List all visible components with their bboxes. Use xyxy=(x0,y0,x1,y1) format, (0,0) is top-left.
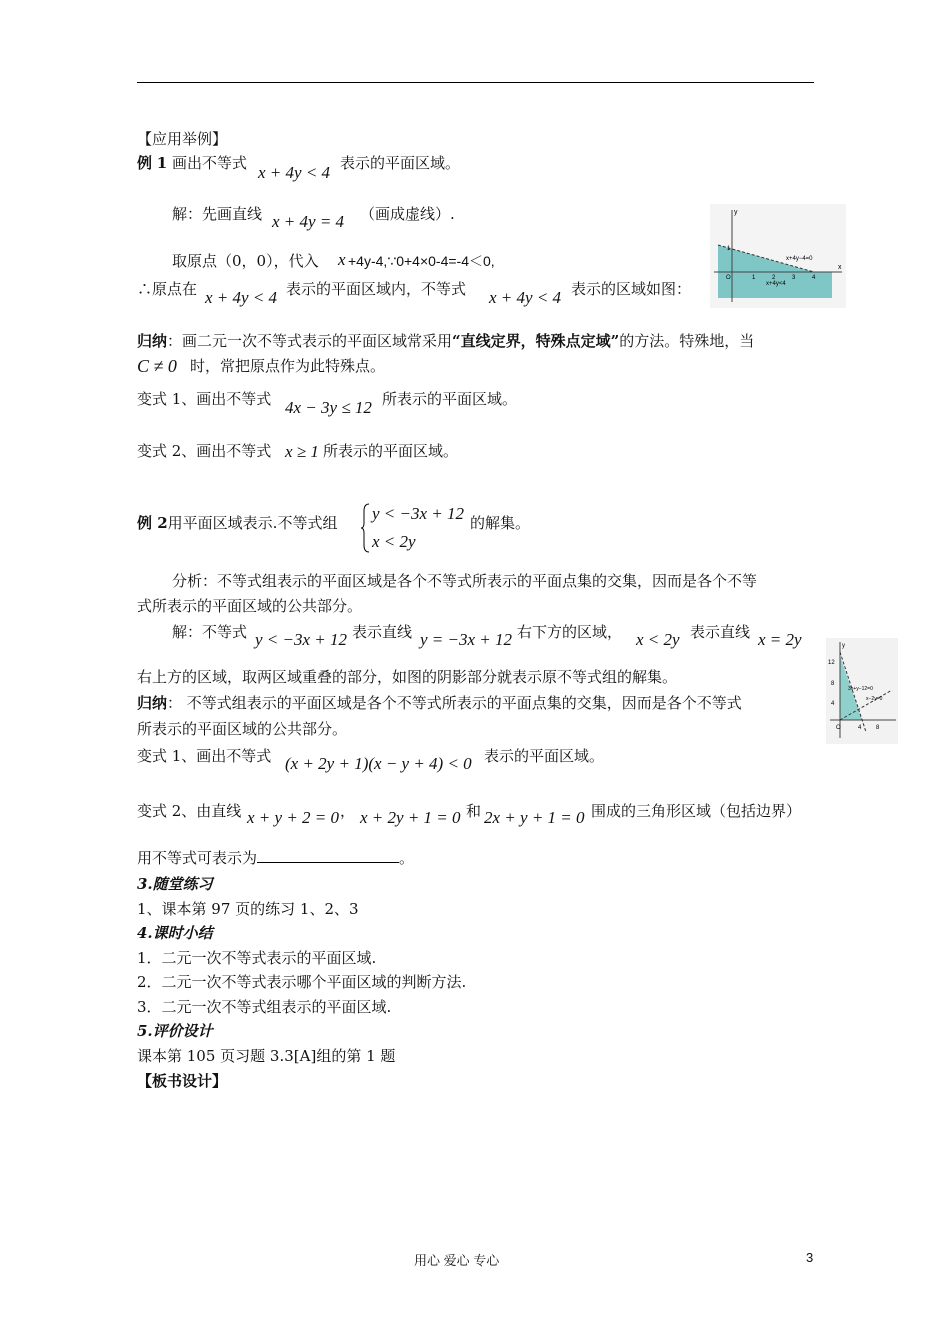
board-design-title: 【板书设计】 xyxy=(137,1072,228,1090)
section-heading: 【应用举例】 xyxy=(137,130,228,148)
example1-x-label: x xyxy=(838,264,842,271)
variation2-lead: 变式 2、画出不等式 xyxy=(137,442,272,460)
therefore-mid: 表示的平面区域内，不等式 xyxy=(286,280,467,298)
origin-x: x xyxy=(338,250,346,269)
summary2-line1 xyxy=(137,692,742,713)
solution1-lead: 解：先画直线 xyxy=(172,205,263,223)
example2-line1-label: 3x+y−12=0 xyxy=(848,686,873,692)
variation2-tail: 所表示的平面区域。 xyxy=(323,442,459,460)
answer-blank[interactable] xyxy=(257,848,399,863)
analysis-line2: 式所表示的平面区域的公共部分。 xyxy=(137,597,363,615)
origin-text: 取原点（0，0），代入 xyxy=(172,252,319,270)
example1-region-label: x+4y<4 xyxy=(766,281,786,287)
footer-motto: 用心 爱心 专心 xyxy=(414,1253,500,1268)
solution2-inequality-1: y < −3x + 12 xyxy=(255,630,348,649)
variation4-comma: ， xyxy=(340,802,356,820)
example1-tick-x2: 2 xyxy=(772,275,776,281)
summary2-label: 归纳 xyxy=(137,694,168,712)
variation1-tail: 所表示的平面区域。 xyxy=(382,390,518,408)
variation4-line-2: x + 2y + 1 = 0 xyxy=(360,808,461,827)
solution2-d: 表示直线 xyxy=(690,623,751,641)
summary1-condition: C ≠ 0 xyxy=(137,356,177,376)
summary1-text2: 的方法。特殊地，当 xyxy=(619,332,755,350)
therefore-tail: 表示的区域如图： xyxy=(571,280,692,298)
section4-item-1: 1．二元一次不等式表示的平面区域. xyxy=(137,949,377,967)
example2-tick-y12: 12 xyxy=(828,660,835,666)
example2-tick-y8: 8 xyxy=(831,681,835,687)
example1-y-label: y xyxy=(734,209,738,216)
example2-line2-label: x−2y=0 xyxy=(866,696,883,702)
therefore-lead: ∴原点在 xyxy=(137,280,198,298)
example1-tick-y1: 1 xyxy=(727,246,731,252)
variation4-line-3: 2x + y + 1 = 0 xyxy=(484,808,585,827)
example1-tick-x1: 1 xyxy=(752,275,756,281)
system-inequality-2: x < 2y xyxy=(372,532,416,551)
example2-lead: 用平面区域表示.不等式组 xyxy=(167,514,338,532)
summary1-label: 归纳 xyxy=(137,332,168,350)
solution2-b: 表示直线 xyxy=(352,623,413,641)
example1-label: 例 xyxy=(137,154,153,172)
example2-line xyxy=(137,512,337,533)
example2-tick-x8: 8 xyxy=(876,725,880,731)
summary2-line2: 所表示的平面区域的公共部分。 xyxy=(137,720,348,738)
summary1-line1 xyxy=(137,330,754,351)
variation3-tail: 表示的平面区域。 xyxy=(484,747,605,765)
solution2-c: 右下方的区域， xyxy=(517,623,623,641)
analysis-line1: 分析：不等式组表示的平面区域是各个不等式所表示的平面点集的交集，因而是各个不等 xyxy=(172,572,758,590)
therefore-inequality-2: x + 4y < 4 xyxy=(489,288,562,307)
example1-tick-x3: 3 xyxy=(792,275,796,281)
example2-figure xyxy=(826,638,898,744)
solution2-line-1: y = −3x + 12 xyxy=(420,630,513,649)
example1-lead: 画出不等式 xyxy=(172,154,248,172)
origin-calc: +4y-4,∵0+4×0-4=-4＜0, xyxy=(348,253,495,269)
system-brace xyxy=(360,503,370,553)
example2-tick-x4: 4 xyxy=(858,725,862,731)
summary1-text1: ：画二元一次不等式表示的平面区域常采用 xyxy=(167,332,453,350)
example2-label: 例 2 xyxy=(137,514,168,532)
example2-tick-origin: O xyxy=(836,725,841,731)
example2-tick-y4: 4 xyxy=(831,701,835,707)
variation3-lead: 变式 1、画出不等式 xyxy=(137,747,272,765)
variation4-end: 。 xyxy=(399,849,415,867)
summary1-text3: 时，常把原点作为此特殊点。 xyxy=(190,357,386,375)
variation1-inequality: 4x − 3y ≤ 12 xyxy=(285,398,372,417)
example1-figure xyxy=(710,204,846,308)
example1-tail: 表示的平面区域。 xyxy=(340,154,461,172)
variation4-tail: 围成的三角形区域（包括边界） xyxy=(591,802,802,820)
solution2-a: 解：不等式 xyxy=(172,623,248,641)
variation1-lead: 变式 1、画出不等式 xyxy=(137,390,272,408)
example2-tail: 的解集。 xyxy=(470,514,531,532)
variation4-line2 xyxy=(137,847,414,868)
solution2-line-2: x = 2y xyxy=(758,630,802,649)
solution1-tail: （画成虚线）. xyxy=(360,205,455,223)
section5-title: 5.评价设计 xyxy=(137,1022,213,1040)
variation4-lead: 变式 2、由直线 xyxy=(137,802,242,820)
variation4-line2-text: 用不等式可表示为 xyxy=(137,849,258,867)
solution2-e: 右上方的区域，取两区域重叠的部分，如图的阴影部分就表示原不等式组的解集。 xyxy=(137,668,678,686)
section4-item-2: 2．二元一次不等式表示哪个平面区域的判断方法. xyxy=(137,973,467,991)
variation4-line-1: x + y + 2 = 0 xyxy=(247,808,340,827)
variation2-inequality: x ≥ 1 xyxy=(285,442,319,461)
section5-item: 课本第 105 页习题 3.3[A]组的第 1 题 xyxy=(137,1047,396,1065)
header-rule xyxy=(137,82,814,83)
variation4-and: 和 xyxy=(466,802,482,820)
section3-item: 1、课本第 97 页的练习 1、2、3 xyxy=(137,900,359,918)
therefore-inequality-1: x + 4y < 4 xyxy=(205,288,278,307)
example1-tick-origin: O xyxy=(726,275,731,281)
section4-title: 4.课时小结 xyxy=(137,924,213,942)
example1-line xyxy=(137,152,247,173)
summary1-quote: “直线定界，特殊点定域” xyxy=(452,332,620,350)
example1-line-label: x+4y−4=0 xyxy=(786,256,813,262)
example1-num: 1 xyxy=(156,154,168,172)
example1-inequality: x + 4y < 4 xyxy=(258,163,331,182)
variation3-inequality: (x + 2y + 1)(x − y + 4) < 0 xyxy=(285,754,472,773)
solution1-line: x + 4y = 4 xyxy=(272,212,345,231)
summary2-text1: ： 不等式组表示的平面区域是各个不等式所表示的平面点集的交集，因而是各个不等式 xyxy=(167,694,742,712)
section4-item-3: 3．二元一次不等式组表示的平面区域. xyxy=(137,998,392,1016)
example2-y-label: y xyxy=(842,643,845,649)
section3-title: 3.随堂练习 xyxy=(137,875,213,893)
system-inequality-1: y < −3x + 12 xyxy=(372,504,465,523)
solution2-inequality-2: x < 2y xyxy=(636,630,680,649)
page-number: 3 xyxy=(806,1250,814,1265)
example1-tick-x4: 4 xyxy=(812,275,816,281)
